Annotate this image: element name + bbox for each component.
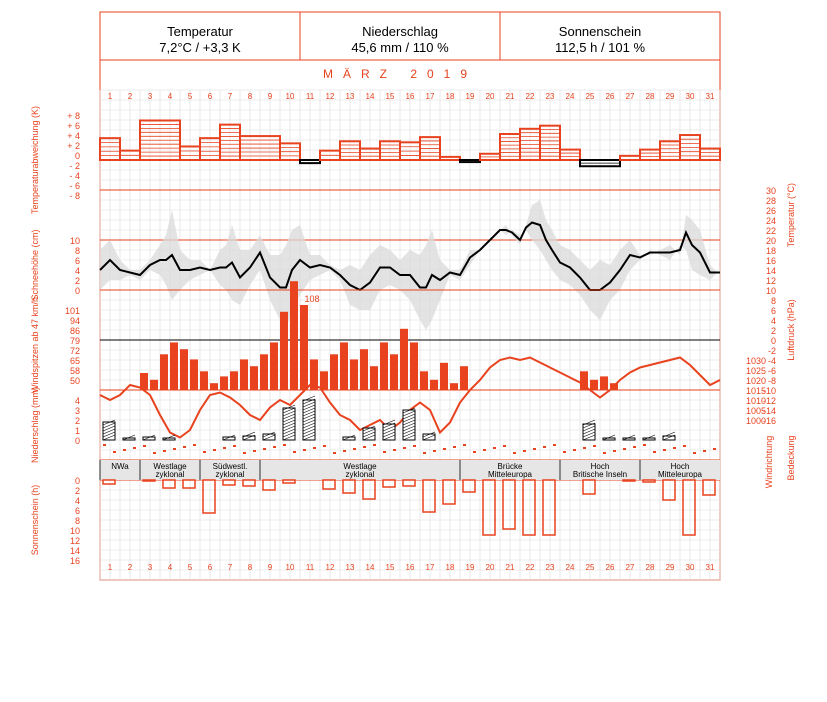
wind-axis-label: Windspitzen ab 47 km/h [30,296,40,394]
pressure-tick: 1030 [745,356,766,366]
day-label: 12 [325,563,335,572]
day-label: 8 [247,92,253,101]
day-label: 14 [365,563,375,572]
day-label: 4 [167,92,173,101]
wind-gust-bar [280,312,288,390]
day-label: 11 [305,92,315,101]
wind-gust-bar [340,342,348,390]
wind-direction-mark [193,444,196,446]
sunshine-tick: 8 [74,516,80,526]
wind-direction-mark [683,445,686,447]
precip-tick: 2 [74,416,80,426]
temperature-tick: -4 [767,356,776,366]
deviation-tick: - 6 [69,181,80,191]
temperature-tick: 22 [765,226,776,236]
sunshine-bar [643,480,655,482]
wind-gust-bar [320,371,328,390]
day-label: 17 [425,92,435,101]
sunshine-tick: 0 [74,476,80,486]
temperature-tick: -8 [767,376,776,386]
day-label: 14 [365,92,375,101]
snow-tick: 2 [74,276,80,286]
temperature-tick: -2 [767,346,776,356]
precip-tick: 4 [74,396,80,406]
sunshine-bar [163,480,175,488]
weather-type-band [100,460,720,480]
snow-tick: 8 [74,246,80,256]
sunshine-bar [143,480,155,481]
wind-gust-bar [450,383,458,390]
sunshine-tick: 6 [74,506,80,516]
wind-direction-mark [243,452,246,454]
deviation-tick: - 4 [69,171,80,181]
day-label: 21 [505,92,515,101]
wind-gust-panel [140,281,618,390]
day-label: 30 [685,92,695,101]
wind-direction-mark [223,447,226,449]
sunshine-bar [383,480,395,487]
sunshine-bar [283,480,295,483]
day-label: 24 [565,563,575,572]
day-label: 18 [445,563,455,572]
deviation-tick: - 8 [69,191,80,201]
precip-axis-label: Niederschlag (mm) [30,386,40,464]
wind-tick: 94 [69,316,80,326]
wind-gust-bar [380,342,388,390]
pressure-tick: 1010 [745,396,766,406]
weather-type-name: Westlage [343,462,377,471]
wind-max-label: 108 [304,294,320,304]
weather-type-sub: zyklonal [155,470,185,479]
day-label: 15 [385,563,395,572]
day-label: 13 [345,563,355,572]
day-label: 12 [325,92,335,101]
wind-direction-mark [463,444,466,446]
day-label: 5 [187,563,193,572]
sunshine-tick: 4 [74,496,80,506]
sunshine-bar [183,480,195,488]
precipitation-panel [103,396,716,454]
wind-gust-bar [430,380,438,390]
day-label: 25 [585,563,595,572]
day-axis-bottom [108,563,715,572]
wind-direction-mark [163,450,166,452]
day-label: 1 [107,563,113,572]
temperature-tick: 28 [765,196,776,206]
day-label: 30 [685,563,695,572]
wind-direction-mark [323,445,326,447]
day-label: 26 [605,92,615,101]
deviation-tick: 0 [74,151,80,161]
wind-gust-bar [260,354,268,390]
temperature-tick: -10 [762,386,776,396]
day-label: 31 [705,92,715,101]
day-label: 3 [147,92,153,101]
wind-direction-mark [673,447,676,449]
sunshine-bar [343,480,355,493]
day-label: 28 [645,563,655,572]
pressure-axis-label: Luftdruck (hPa) [786,299,796,361]
wind-gust-bar [170,342,178,390]
sunshine-axis-label: Sonnenschein (h) [30,484,40,556]
wind-tick: 65 [69,356,80,366]
wind-direction-mark [213,449,216,451]
day-label: 16 [405,92,415,101]
sunshine-bar [523,480,535,535]
temperature-tick: -14 [762,406,776,416]
wind-direction-mark [233,445,236,447]
wind-direction-mark [493,447,496,449]
day-label: 29 [665,92,675,101]
wind-tick: 79 [69,336,80,346]
weather-type-sub: Mitteleuropa [487,470,533,479]
wind-direction-mark [553,444,556,446]
wind-gust-bar [460,366,468,390]
sunshine-tick: 12 [69,536,80,546]
day-label: 20 [485,563,495,572]
temperature-tick: 10 [765,286,776,296]
sunshine-title: Sonnenschein [558,24,642,39]
wind-tick: 50 [69,376,80,386]
day-label: 10 [285,563,295,572]
day-label: 18 [445,92,455,101]
day-label: 24 [565,92,575,101]
day-label: 13 [345,92,355,101]
wind-direction-mark [273,446,276,448]
wind-direction-mark [343,450,346,452]
temperature-tick: 8 [770,296,776,306]
precip-tick: 1 [74,426,80,436]
temperature-tick: 4 [770,316,776,326]
sunshine-bar [623,480,635,481]
day-label: 8 [247,563,253,572]
sunshine-tick: 2 [74,486,80,496]
temperature-value: 7,2°C / +3,3 K [159,40,241,55]
temperature-tick: 20 [765,236,776,246]
wind-direction-mark [573,449,576,451]
day-label: 1 [107,92,113,101]
day-label: 25 [585,92,595,101]
wind-gust-bar [390,354,398,390]
pressure-tick: 1025 [745,366,766,376]
wind-direction-mark [333,452,336,454]
snow-tick: 0 [74,286,80,296]
deviation-tick: + 6 [67,121,80,131]
day-label: 23 [545,92,555,101]
day-label: 9 [267,92,273,101]
precipitation-title: Niederschlag [362,24,438,39]
wind-direction-mark [513,452,516,454]
day-label: 23 [545,563,555,572]
snow-tick: 6 [74,256,80,266]
day-label: 26 [605,563,615,572]
wind-direction-mark [423,452,426,454]
temperature-tick: -6 [767,366,776,376]
month-label: MÄRZ 2019 [322,67,478,81]
sunshine-value: 112,5 h / 101 % [554,40,646,55]
wind-direction-mark [653,451,656,453]
wind-gust-bar [300,305,308,390]
wind-direction-mark [393,449,396,451]
pressure-tick: 1005 [745,406,766,416]
deviation-axis-label: Temperaturabweichung (K) [30,105,40,215]
wind-direction-mark [373,444,376,446]
wind-direction-mark [603,452,606,454]
wind-direction-mark [663,449,666,451]
wind-gust-bar [400,329,408,390]
wind-gust-bar [370,366,378,390]
wind-gust-bar [360,349,368,390]
day-label: 15 [385,92,395,101]
temperature-tick: 18 [765,246,776,256]
sunshine-bar [423,480,435,512]
sunshine-bar [703,480,715,495]
sunshine-tick: 16 [69,556,80,566]
weather-type-name: NWa [111,462,129,471]
wind-gust-bar [600,376,608,390]
wind-direction-mark [443,448,446,450]
weather-type-name: Brücke [497,462,523,471]
wind-gust-bar [250,366,258,390]
day-label: 21 [505,563,515,572]
wind-direction-mark [523,450,526,452]
wind-direction-mark [593,445,596,447]
sunshine-bar [103,480,115,484]
wind-gust-bar [200,371,208,390]
day-label: 3 [147,563,153,572]
day-label: 7 [227,563,233,572]
wind-direction-mark [453,446,456,448]
wind-gust-bar [230,371,238,390]
temperature-tick: 30 [765,186,776,196]
sunshine-bar [403,480,415,486]
sunshine-tick: 10 [69,526,80,536]
wind-direction-mark [563,451,566,453]
temperature-tick: 24 [765,216,776,226]
wind-direction-mark [283,444,286,446]
weather-type-sub: zyklonal [215,470,245,479]
wind-gust-bar [210,383,218,390]
wind-direction-mark [633,446,636,448]
wind-direction-mark [643,444,646,446]
wind-direction-mark [623,448,626,450]
day-label: 6 [207,563,213,572]
deviation-tick: + 4 [67,131,80,141]
day-label: 5 [187,92,193,101]
wind-direction-label: Windrichtung [764,435,774,489]
weather-type-sub: Mitteleuropa [657,470,703,479]
day-label: 4 [167,563,173,572]
sunshine-bar [263,480,275,490]
wind-direction-mark [253,450,256,452]
day-label: 7 [227,92,233,101]
sunshine-bar [363,480,375,499]
day-axis-top [108,92,715,101]
wind-direction-mark [383,451,386,453]
day-label: 2 [127,92,133,101]
wind-direction-mark [303,449,306,451]
day-label: 10 [285,92,295,101]
wind-gust-bar [220,376,228,390]
temperature-tick: 12 [765,276,776,286]
precip-tick: 3 [74,406,80,416]
wind-gust-bar [350,359,358,390]
wind-direction-mark [483,449,486,451]
sunshine-bar [443,480,455,504]
temperature-tick: -16 [762,416,776,426]
wind-gust-bar [190,359,198,390]
weather-type-name: Hoch [670,462,690,471]
deviation-tick: + 2 [67,141,80,151]
wind-gust-bar [180,349,188,390]
axis-labels [30,106,796,566]
pressure-tick: 1015 [745,386,766,396]
day-label: 19 [465,563,475,572]
weather-type-name: Hoch [590,462,610,471]
cloud-cover-label: Bedeckung [786,435,796,481]
weather-type-sub: Britische Inseln [572,470,628,479]
day-label: 11 [305,563,315,572]
weather-type-name: Westlage [153,462,187,471]
wind-direction-mark [713,448,716,450]
snow-tick: 4 [74,266,80,276]
wind-direction-mark [533,448,536,450]
day-label: 27 [625,92,635,101]
weather-type-name: Südwestl. [212,462,248,471]
sunshine-bar [543,480,555,535]
temperature-tick: 26 [765,206,776,216]
wind-direction-mark [123,449,126,451]
day-label: 17 [425,563,435,572]
day-label: 20 [485,92,495,101]
sunshine-bar [503,480,515,529]
wind-gust-bar [290,281,298,390]
wind-direction-mark [693,452,696,454]
wind-direction-mark [133,447,136,449]
wind-direction-mark [613,450,616,452]
wind-tick: 86 [69,326,80,336]
wind-gust-bar [270,342,278,390]
sunshine-bar [683,480,695,535]
wind-direction-mark [353,448,356,450]
wind-direction-mark [263,448,266,450]
temperature-tick: -12 [762,396,776,406]
deviation-tick: + 8 [67,111,80,121]
temperature-title: Temperatur [167,24,233,39]
wind-direction-mark [473,451,476,453]
temperature-tick: 2 [770,326,776,336]
sunshine-tick: 14 [69,546,80,556]
day-label: 6 [207,92,213,101]
wind-direction-mark [293,451,296,453]
pressure-tick: 1020 [745,376,766,386]
grid [100,90,720,580]
sunshine-bar [243,480,255,486]
wind-direction-mark [153,452,156,454]
snow-tick: 10 [69,236,80,246]
sunshine-bar [203,480,215,513]
wind-tick: 72 [69,346,80,356]
day-label: 2 [127,563,133,572]
wind-direction-mark [143,445,146,447]
wind-gust-bar [410,342,418,390]
temperature-axis-label: Temperatur (°C) [786,182,796,248]
sunshine-panel [103,480,715,535]
wind-gust-bar [440,363,448,390]
day-label: 27 [625,563,635,572]
precip-tick: 0 [74,436,80,446]
wind-direction-mark [413,445,416,447]
sunshine-bar [223,480,235,485]
wind-direction-mark [433,450,436,452]
wind-direction-mark [313,447,316,449]
snow-axis-label: Schneehöhe (cm) [30,229,40,301]
wind-direction-mark [543,446,546,448]
deviation-tick: - 2 [69,161,80,171]
wind-direction-mark [403,447,406,449]
wind-tick: 58 [69,366,80,376]
sunshine-bar [583,480,595,494]
wind-direction-mark [183,446,186,448]
sunshine-bar [483,480,495,535]
wind-gust-bar [420,371,428,390]
wind-direction-mark [103,444,106,446]
wind-direction-mark [203,451,206,453]
day-label: 22 [525,563,535,572]
wind-direction-mark [113,451,116,453]
wind-direction-mark [503,445,506,447]
day-label: 28 [645,92,655,101]
wind-direction-mark [703,450,706,452]
wind-direction-mark [583,447,586,449]
wind-direction-mark [363,446,366,448]
pressure-tick: 1000 [745,416,766,426]
day-label: 31 [705,563,715,572]
day-label: 16 [405,563,415,572]
day-label: 29 [665,563,675,572]
temperature-tick: 0 [770,336,776,346]
temperature-tick: 14 [765,266,776,276]
weather-type-sub: zyklonal [345,470,375,479]
sunshine-bar [323,480,335,489]
wind-gust-bar [160,354,168,390]
temperature-tick: 16 [765,256,776,266]
wind-gust-bar [240,359,248,390]
wind-gust-bar [150,380,158,390]
day-label: 22 [525,92,535,101]
wind-gust-bar [590,380,598,390]
wind-tick: 101 [64,306,80,316]
temperature-tick: 6 [770,306,776,316]
precipitation-value: 45,6 mm / 110 % [351,40,449,55]
wind-direction-mark [173,448,176,450]
wind-gust-bar [330,354,338,390]
day-label: 9 [267,563,273,572]
day-label: 19 [465,92,475,101]
